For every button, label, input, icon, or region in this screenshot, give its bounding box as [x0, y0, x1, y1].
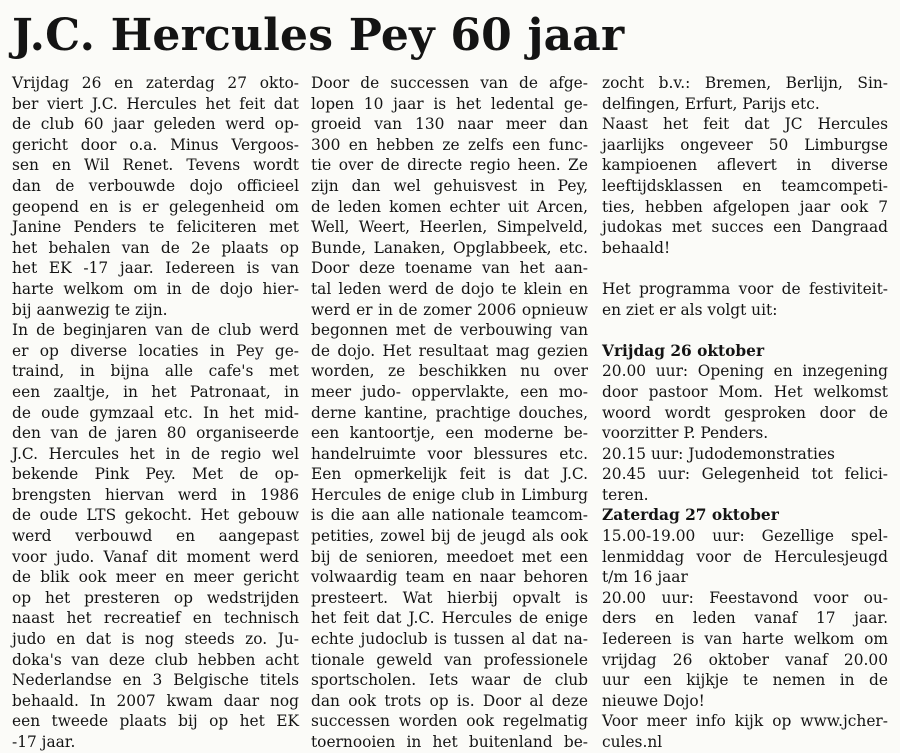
- text-line: sen en Wil Renet. Tevens wordt: [12, 156, 299, 175]
- text-line: een tweede plaats bij op het EK: [12, 712, 299, 731]
- text-line: judokas met succes een Dangraad: [602, 218, 888, 237]
- text-line: ties, hebben afgelopen jaar ook 7: [602, 197, 888, 216]
- text-line: Voor meer info kijk op www.jcher-: [602, 712, 888, 731]
- text-line: de blik ook meer en meer gericht: [12, 568, 299, 587]
- text-line: 300 en hebben ze zelfs een func-: [311, 135, 588, 154]
- text-line: het feit dat J.C. Hercules de enige: [311, 609, 588, 628]
- text-line: ber viert J.C. Hercules het feit dat: [12, 94, 299, 113]
- text-line: Het programma voor de festiviteit-: [602, 279, 888, 298]
- text-line: handelruimte voor blessures etc.: [311, 444, 588, 463]
- text-line: judo en dat is nog steeds zo. Ju-: [12, 630, 299, 649]
- text-line: de club 60 jaar geleden werd op-: [12, 115, 299, 134]
- text-line: traind, in bijna alle cafe's met: [12, 362, 299, 381]
- text-line: werd verbouwd en aangepast: [12, 527, 299, 546]
- text-line: lenmiddag voor de Herculesjeugd: [602, 547, 888, 566]
- text-line: delfingen, Erfurt, Parijs etc.: [602, 94, 820, 113]
- text-line: sportscholen. Iets waar de club: [311, 671, 588, 690]
- text-line: naast het recreatief en technisch: [12, 609, 299, 628]
- paragraph-gap: [602, 320, 888, 341]
- text-line: het behalen van de 2e plaats op: [12, 238, 299, 257]
- paragraph-gap: [602, 258, 888, 279]
- text-line: J.C. Hercules het in de regio wel: [12, 444, 299, 463]
- text-line: bij aanwezig te zijn.: [12, 300, 168, 319]
- text-line: dan de verbouwde dojo officieel: [12, 176, 299, 195]
- text-line: de oude gymzaal etc. In het mid-: [12, 403, 299, 422]
- text-line: op het presteren op wedstrijden: [12, 588, 299, 607]
- text-line: de leden komen echter uit Arcen,: [311, 197, 588, 216]
- text-line: meer judo- oppervlakte, een mo-: [311, 382, 588, 401]
- text-line: geopend en is er gelegenheid om: [12, 197, 299, 216]
- text-line: dan ook trots op is. Door al deze: [311, 691, 588, 710]
- text-line: er op diverse locaties in Pey ge-: [12, 341, 299, 360]
- text-line: 20.45 uur: Gelegenheid tot felici-: [602, 465, 888, 484]
- text-line: Nederlandse en 3 Belgische titels: [12, 671, 299, 690]
- text-line: 15.00-19.00 uur: Gezellige spel-: [602, 527, 888, 546]
- article-title: J.C. Hercules Pey 60 jaar: [12, 10, 625, 61]
- text-line: worden, ze beschikken nu over: [311, 362, 588, 381]
- text-line: werd er in de zomer 2006 opnieuw: [311, 300, 588, 319]
- text-line: een zaaltje, in het Patronaat, in: [12, 382, 299, 401]
- text-line: doka's van deze club hebben acht: [12, 650, 299, 669]
- article-column-1: [12, 73, 299, 753]
- text-line: voor judo. Vanaf dit moment werd: [12, 547, 299, 566]
- text-line: groeid van 130 naar meer dan: [311, 115, 588, 134]
- text-line: Bunde, Lanaken, Opglabbeek, etc.: [311, 238, 588, 257]
- text-line: petities, zowel bij de jeugd als ook: [311, 527, 588, 546]
- text-line: echte judoclub is tussen al dat na-: [311, 630, 588, 649]
- text-line: behaald!: [602, 238, 671, 257]
- text-line: het EK -17 jaar. Iedereen is van: [12, 259, 299, 278]
- text-line: lopen 10 jaar is het ledental ge-: [311, 94, 588, 113]
- text-line: tie over de directe regio heen. Ze: [311, 156, 588, 175]
- text-line: begonnen met de verbouwing van: [311, 321, 588, 340]
- text-line: is die aan alle nationale teamcom-: [311, 506, 588, 525]
- text-line: ders en leden vanaf 17 jaar.: [602, 609, 888, 628]
- text-line: Door deze toename van het aan-: [311, 259, 588, 278]
- text-line: -17 jaar.: [12, 733, 76, 751]
- text-line: den van de jaren 80 organiseerde: [12, 424, 299, 443]
- text-line: teren.: [602, 485, 649, 504]
- text-line: Well, Weert, Heerlen, Simpelveld,: [311, 218, 588, 237]
- text-line: zijn dan wel gehuisvest in Pey,: [311, 176, 588, 195]
- text-line: toernooien in het buitenland be-: [311, 733, 588, 751]
- text-line: presteert. Wat hierbij opvalt is: [311, 588, 588, 607]
- text-line: nieuwe Dojo!: [602, 691, 705, 710]
- text-line: Een opmerkelijk feit is dat J.C.: [311, 465, 588, 484]
- text-line: brengsten hiervan werd in 1986: [12, 485, 299, 504]
- text-line: Naast het feit dat JC Hercules: [602, 115, 888, 134]
- text-line: vrijdag 26 oktober vanaf 20.00: [602, 650, 888, 669]
- text-line: gericht door o.a. Minus Vergoos-: [12, 135, 299, 154]
- text-line: en ziet er als volgt uit:: [602, 300, 778, 319]
- text-line: In de beginjaren van de club werd: [12, 321, 299, 340]
- text-line: 20.00 uur: Feestavond voor ou-: [602, 588, 888, 607]
- text-line: harte welkom om in de dojo hier-: [12, 279, 299, 298]
- text-line: tal leden werd de dojo te klein en: [311, 279, 588, 298]
- schedule-heading: Vrijdag 26 oktober: [602, 341, 765, 360]
- text-line: leeftijdsklassen en teamcompeti-: [602, 176, 888, 195]
- text-line: bij de senioren, meedoet met een: [311, 547, 588, 566]
- text-line: derne kantine, prachtige douches,: [311, 403, 588, 422]
- text-line: 20.15 uur: Judodemonstraties: [602, 444, 835, 463]
- text-line: kampioenen aflevert in diverse: [602, 156, 888, 175]
- text-line: de oude LTS gekocht. Het gebouw: [12, 506, 299, 525]
- text-line: Janine Penders te feliciteren met: [12, 218, 299, 237]
- text-line: t/m 16 jaar: [602, 568, 688, 587]
- text-line: de dojo. Het resultaat mag gezien: [311, 341, 588, 360]
- text-line: Iedereen is van harte welkom om: [602, 630, 888, 649]
- schedule-heading: Zaterdag 27 oktober: [602, 506, 779, 525]
- text-line: volwaardig team en naar behoren: [311, 568, 588, 587]
- article-column-2: [311, 73, 588, 753]
- text-line: cules.nl: [602, 733, 663, 751]
- text-line: jaarlijks ongeveer 50 Limburgse: [602, 135, 888, 154]
- text-line: een kantoortje, een moderne be-: [311, 424, 588, 443]
- text-line: voorzitter P. Penders.: [602, 424, 769, 443]
- text-line: 20.00 uur: Opening en inzegening: [602, 362, 888, 381]
- text-line: uur een kijkje te nemen in de: [602, 671, 888, 690]
- text-line: bekende Pink Pey. Met de op-: [12, 465, 299, 484]
- text-line: tionale geweld van professionele: [311, 650, 588, 669]
- text-line: Door de successen van de afge-: [311, 74, 588, 92]
- text-line: woord wordt gesproken door de: [602, 403, 888, 422]
- article-column-3: [602, 73, 888, 753]
- text-line: Hercules de enige club in Limburg: [311, 485, 588, 504]
- text-line: Vrijdag 26 en zaterdag 27 okto-: [12, 74, 299, 92]
- text-line: behaald. In 2007 kwam daar nog: [12, 691, 299, 710]
- text-line: successen worden ook regelmatig: [311, 712, 588, 731]
- text-line: door pastoor Mom. Het welkomst: [602, 382, 888, 401]
- text-line: zocht b.v.: Bremen, Berlijn, Sin-: [602, 74, 888, 92]
